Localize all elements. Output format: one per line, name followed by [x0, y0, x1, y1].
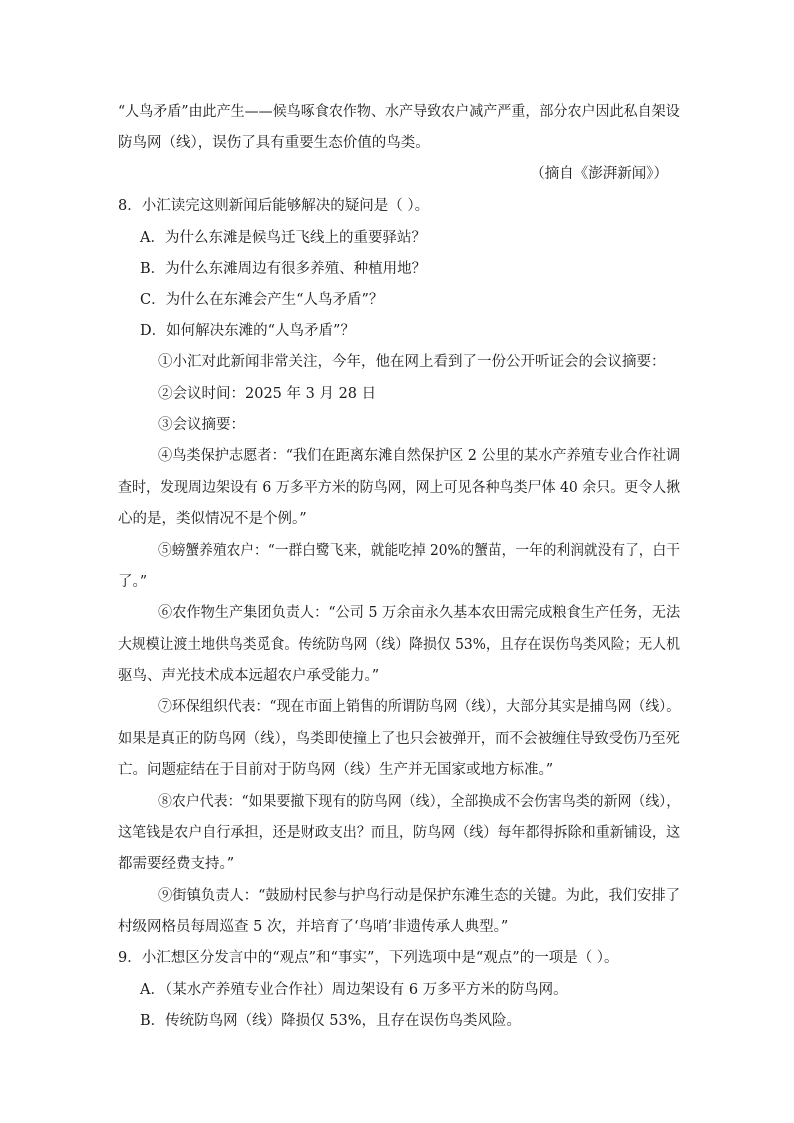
- minutes-paragraph-3: ③会议摘要：: [158, 417, 245, 433]
- minutes-paragraph-4-line-2: 查时，发现周边架设有 6 万多平方米的防鸟网，网上可见各种鸟类尸体 40 余只。更令人揪: [118, 480, 681, 496]
- minutes-paragraph-5-line-1: ⑤螃蟹养殖农户：“一群白鹭飞来，就能吃掉 20%的蟹苗，一年的利润就没有了，白干: [158, 543, 680, 559]
- question-9-option-b: B．传统防鸟网（线）降损仅 53%，且存在误伤鸟类风险。: [140, 1013, 521, 1029]
- question-9-stem: 9．小汇想区分发言中的“观点”和“事实”，下列选项中是“观点”的一项是（ ）。: [118, 950, 619, 966]
- minutes-paragraph-8-line-1: ⑧农户代表：“如果要撤下现有的防鸟网（线），全部换成不会伤害鸟类的新网（线），: [158, 794, 681, 810]
- minutes-paragraph-8-line-2: 这笔钱是农户自行承担，还是财政支出？而且，防鸟网（线）每年都得拆除和重新铺设，这: [118, 825, 681, 841]
- source-citation: （摘自《澎湃新闻》）: [530, 166, 668, 182]
- question-9-option-a: A．（某水产养殖专业合作社）周边架设有 6 万多平方米的防鸟网。: [140, 982, 568, 998]
- minutes-paragraph-5-line-2: 了。”: [118, 574, 148, 590]
- minutes-paragraph-6-line-2: 大规模让渡土地供鸟类觅食。传统防鸟网（线）降损仅 53%，且存在误伤鸟类风险；无人机: [118, 637, 680, 653]
- minutes-paragraph-9-line-2: 村级网格员每周巡查 5 次，并培育了‘鸟哨’非遗传承人典型。”: [118, 919, 509, 935]
- minutes-paragraph-7-line-1: ⑦环保组织代表：“现在市面上销售的所谓防鸟网（线），大部分其实是捕鸟网（线）。: [158, 699, 681, 715]
- minutes-paragraph-8-line-3: 都需要经费支持。”: [118, 856, 235, 872]
- passage-line-2: 防鸟网（线），误伤了具有重要生态价值的鸟类。: [118, 135, 430, 151]
- minutes-paragraph-2: ②会议时间：2025 年 3 月 28 日: [158, 386, 377, 402]
- question-8-option-b: B．为什么东滩周边有很多养殖、种植用地？: [140, 261, 427, 277]
- question-8-stem: 8．小汇读完这则新闻后能够解决的疑问是（ ）。: [118, 198, 430, 214]
- minutes-paragraph-7-line-3: 亡。问题症结在于目前对于防鸟网（线）生产并无国家或地方标准。”: [118, 762, 554, 778]
- minutes-paragraph-1: ①小汇对此新闻非常关注，今年，他在网上看到了一份公开听证会的会议摘要：: [158, 354, 666, 370]
- question-8-option-c: C．为什么在东滩会产生“人鸟矛盾”？: [140, 292, 384, 308]
- minutes-paragraph-9-line-1: ⑨街镇负责人：“鼓励村民参与护鸟行动是保护东滩生态的关键。为此，我们安排了: [158, 888, 681, 904]
- minutes-paragraph-4-line-1: ④鸟类保护志愿者：“我们在距离东滩自然保护区 2 公里的某水产养殖专业合作社调: [158, 448, 681, 464]
- minutes-paragraph-6-line-1: ⑥农作物生产集团负责人：“公司 5 万余亩永久基本农田需完成粮食生产任务，无法: [158, 605, 681, 621]
- question-8-option-a: A．为什么东滩是候鸟迁飞线上的重要驿站？: [140, 230, 426, 246]
- minutes-paragraph-7-line-2: 如果是真正的防鸟网（线），鸟类即使撞上了也只会被弹开，而不会被缠住导致受伤乃至死: [118, 731, 680, 747]
- passage-line-1: “人鸟矛盾”由此产生——候鸟啄食农作物、水产导致农户减产严重，部分农户因此私自架设: [118, 104, 680, 120]
- minutes-paragraph-6-line-3: 驱鸟、声光技术成本远超农户承受能力。”: [118, 668, 380, 684]
- question-8-option-d: D．如何解决东滩的“人鸟矛盾”？: [140, 323, 355, 339]
- minutes-paragraph-4-line-3: 心的是，类似情况不是个例。”: [118, 511, 307, 527]
